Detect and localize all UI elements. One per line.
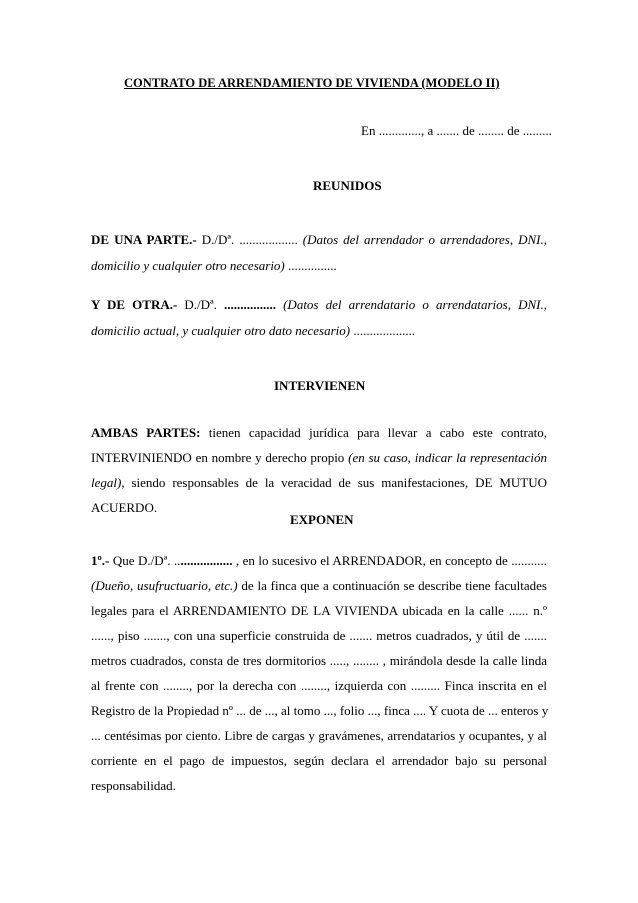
- party-one-text-2: ...............: [284, 258, 337, 273]
- exponen-text-a: Que D./Dª. ..: [109, 553, 181, 568]
- exponen-line-5: metros cuadrados, consta de tres dormitorios ....., ........ , mirándola desde la calle linda: [91, 653, 547, 668]
- party-two-dots: ................: [224, 297, 276, 312]
- date-line: En ............., a ....... de ........ de .........: [361, 123, 553, 138]
- exponen-line-4: ......, piso ......., con una superficie construida de ....... metros cuadrados, y útil de .......: [91, 628, 547, 643]
- exponen-italic-2: (Dueño, usufructuario, etc.): [91, 578, 238, 593]
- exponen-dots: ................: [180, 553, 233, 568]
- section-reunidos: REUNIDOS: [313, 178, 382, 193]
- exponen-line-10: responsabilidad.: [91, 778, 176, 793]
- exponen-line-3: legales para el ARRENDAMIENTO DE LA VIVIENDA ubicada en la calle ...... n.º: [91, 603, 547, 618]
- exponen-label: 1º.-: [91, 553, 110, 568]
- both-parties-label: AMBAS PARTES:: [91, 425, 201, 440]
- both-parties-line-3: [91, 475, 547, 491]
- party-two-label: Y DE OTRA.-: [91, 297, 178, 312]
- both-parties-line-1: [91, 425, 547, 441]
- party-one-italic-2: domicilio y cualquier otro necesario): [91, 258, 285, 273]
- contract-title: CONTRATO DE ARRENDAMIENTO DE VIVIENDA (MODELO II): [124, 76, 500, 90]
- both-parties-line-4: ACUERDO.: [91, 500, 158, 515]
- party-one-label: DE UNA PARTE.-: [91, 232, 197, 247]
- exponen-line-1: [91, 553, 547, 569]
- both-parties-line-2: [91, 450, 547, 466]
- exponen-text-b: , en lo sucesivo el ARRENDADOR, en concepto de ...........: [232, 553, 547, 568]
- both-parties-italic-2: (en su caso, indicar la representación: [348, 450, 547, 465]
- exponen-line-7: Registro de la Propiedad nº ... de ..., al tomo ..., folio ..., finca .... Y cuota de ... enteros y: [91, 703, 549, 718]
- party-two-line-1: [91, 297, 547, 313]
- section-exponen: EXPONEN: [290, 512, 354, 527]
- exponen-line-6: al frente con ........, por la derecha con ........, izquierda con ......... Finca inscrita en el: [91, 678, 547, 693]
- both-parties-text-2: INTERVINIENDO en nombre y derecho propio: [91, 450, 349, 465]
- exponen-line-2: [91, 578, 547, 594]
- party-one-italic: (Datos del arrendador o arrendadores, DNI.,: [302, 232, 547, 247]
- exponen-line-8: ... centésimas por ciento. Libre de cargas y gravámenes, arrendatarios y ocupantes, y al: [91, 728, 547, 743]
- party-two-text: D./Dª.: [177, 297, 224, 312]
- both-parties-text: tienen capacidad jurídica para llevar a cabo este contrato,: [200, 425, 547, 440]
- exponen-text-2: de la finca que a continuación se describe tiene facultades: [237, 578, 547, 593]
- both-parties-italic-3: legal): [91, 475, 122, 490]
- party-two-text-2: ...................: [350, 323, 416, 338]
- section-intervienen: INTERVIENEN: [274, 378, 366, 393]
- exponen-line-9: corriente en el pago de impuestos, según declara el arrendador bajo su personal: [91, 753, 547, 768]
- party-two-line-2: [91, 323, 415, 339]
- party-one-line-2: [91, 258, 337, 274]
- party-one-line-1: [91, 232, 547, 248]
- party-two-italic: (Datos del arrendatario o arrendatarios, DNI.,: [276, 297, 547, 312]
- party-two-italic-2: domicilio actual, y cualquier otro dato necesario): [91, 323, 351, 338]
- both-parties-text-3: , siendo responsables de la veracidad de sus manifestaciones, DE MUTUO: [121, 475, 547, 490]
- party-one-text: D./Dª. ..................: [196, 232, 303, 247]
